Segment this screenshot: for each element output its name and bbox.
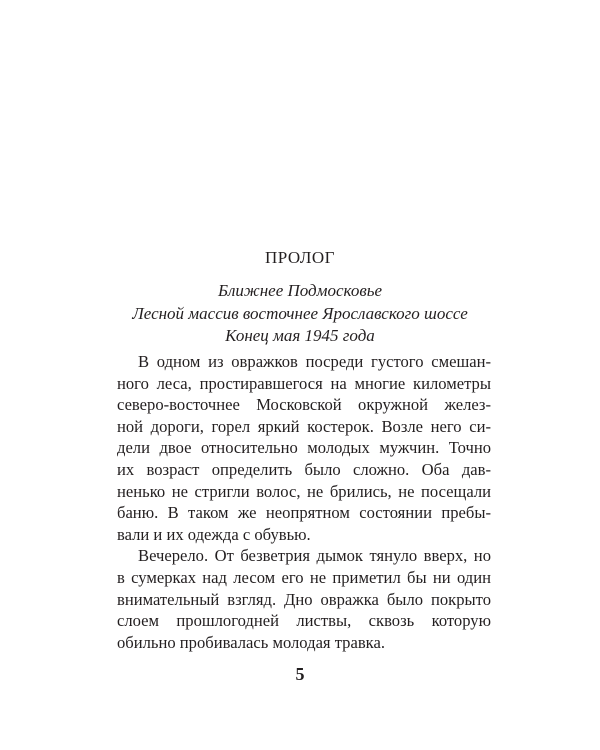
text-line: дели двое относительно молодых мужчин. Точно xyxy=(117,438,491,458)
text-line: ного леса, простиравшегося на многие километры xyxy=(117,373,491,393)
text-line: ной дороги, горел яркий костерок. Возле него си- xyxy=(117,416,491,436)
body-text xyxy=(117,351,491,653)
paragraph xyxy=(117,351,491,545)
text-line: в сумерках над лесом его не приметил бы ни один xyxy=(117,567,491,587)
text-line: вали и их одежда с обувью. xyxy=(117,524,311,544)
paragraph xyxy=(117,545,491,653)
location-line: Лесной массив восточнее Ярославского шоссе xyxy=(132,303,468,323)
text-line: В одном из овражков посреди густого смешан- xyxy=(138,352,491,371)
text-line: баню. В таком же неопрятном состоянии пребы- xyxy=(117,503,491,523)
text-line: слоем прошлогодней листвы, сквозь которую xyxy=(117,611,491,631)
text-line: внимательный взгляд. Дно овражка было покрыто xyxy=(117,589,491,609)
location-line: Конец мая 1945 года xyxy=(225,326,375,345)
text-line: их возраст определить было сложно. Оба дав- xyxy=(117,459,491,479)
text-line: ненько не стригли волос, не брились, не посещали xyxy=(117,481,491,501)
page-number: 5 xyxy=(295,664,305,684)
text-line: обильно пробивалась молодая травка. xyxy=(117,632,385,652)
text-line: Вечерело. От безветрия дымок тянуло вверх, но xyxy=(138,546,491,566)
location-line: Ближнее Подмосковье xyxy=(217,281,383,300)
text-line: северо-восточнее Московской окружной желез- xyxy=(117,395,491,415)
chapter-title: ПРОЛОГ xyxy=(264,248,335,267)
chapter-epigraph-location xyxy=(0,280,600,348)
